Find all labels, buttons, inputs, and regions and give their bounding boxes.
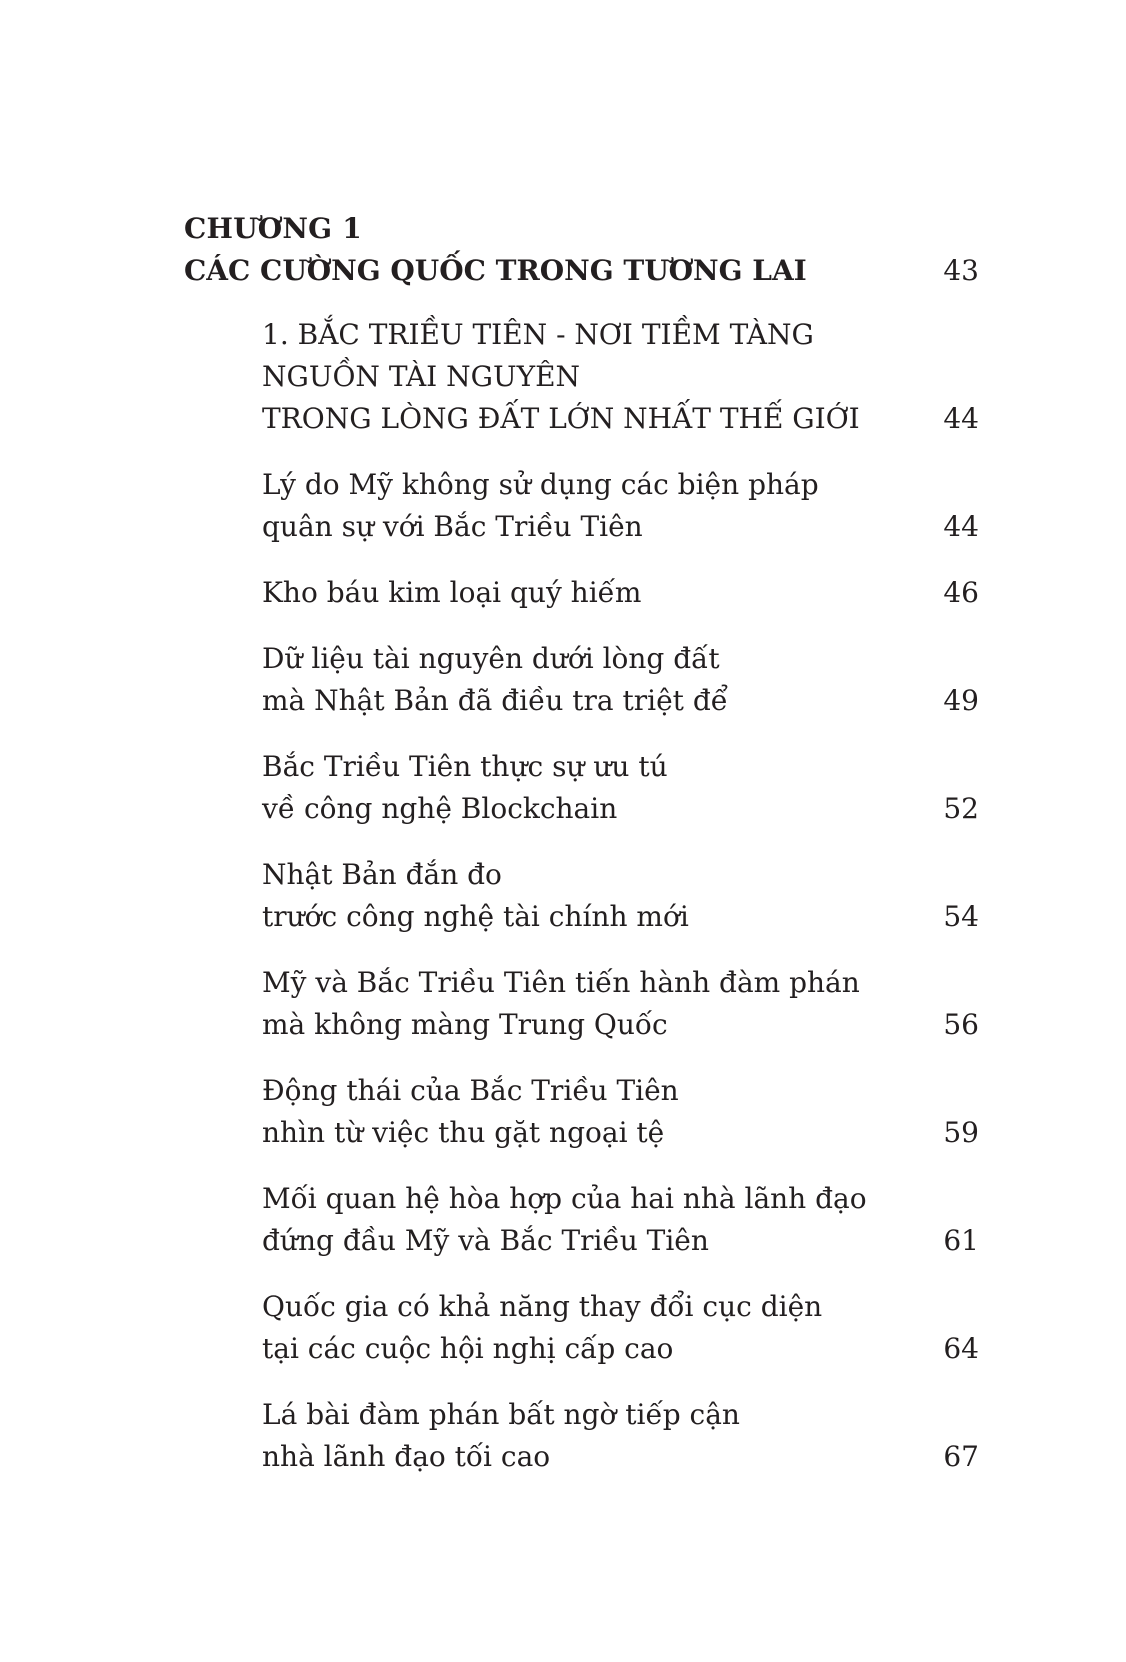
toc-entry-title: Bắc Triều Tiên thực sự ưu tú về công nghệ Blockchain (262, 750, 668, 825)
toc-entry-page: 56 (943, 1008, 979, 1041)
toc-entry-page: 52 (943, 792, 979, 825)
toc-entry (262, 1394, 979, 1478)
toc-entry (262, 572, 979, 614)
toc-entry (262, 1178, 979, 1262)
chapter-page-number: 43 (943, 254, 979, 287)
toc-entry-title: 1. BẮC TRIỀU TIÊN - NƠI TIỀM TÀNG NGUỒN TÀI NGUYÊN TRONG LÒNG ĐẤT LỚN NHẤT THẾ GIỚI (262, 318, 860, 435)
toc-entry-page: 49 (943, 684, 979, 717)
toc-entry-page: 67 (943, 1440, 979, 1473)
toc-entry-title: Mỹ và Bắc Triều Tiên tiến hành đàm phán mà không màng Trung Quốc (262, 966, 860, 1041)
toc-entry (262, 314, 979, 440)
toc-entry-page: 59 (943, 1116, 979, 1149)
chapter-title: CÁC CƯỜNG QUỐC TRONG TƯƠNG LAI (184, 254, 807, 287)
toc-entry-title: Động thái của Bắc Triều Tiên nhìn từ việc thu gặt ngoại tệ (262, 1074, 679, 1149)
toc-entry (262, 746, 979, 830)
toc-entry-page: 61 (943, 1224, 979, 1257)
toc-entry-title: Mối quan hệ hòa hợp của hai nhà lãnh đạo đứng đầu Mỹ và Bắc Triều Tiên (262, 1182, 867, 1257)
table-of-contents (184, 208, 979, 1502)
toc-entry-title: Lý do Mỹ không sử dụng các biện pháp quân sự với Bắc Triều Tiên (262, 468, 819, 543)
toc-entry-title: Kho báu kim loại quý hiếm (262, 576, 642, 609)
toc-entry (262, 962, 979, 1046)
toc-entries (184, 314, 979, 1478)
toc-entry-title: Dữ liệu tài nguyên dưới lòng đất mà Nhật Bản đã điều tra triệt để (262, 642, 728, 717)
toc-entry (262, 1286, 979, 1370)
toc-entry-page: 54 (943, 900, 979, 933)
toc-entry-page: 46 (943, 576, 979, 609)
toc-entry-page: 44 (943, 402, 979, 435)
chapter-heading (184, 250, 979, 292)
toc-entry-page: 44 (943, 510, 979, 543)
toc-entry-title: Quốc gia có khả năng thay đổi cục diện tại các cuộc hội nghị cấp cao (262, 1290, 823, 1365)
toc-entry (262, 638, 979, 722)
toc-entry-page: 64 (943, 1332, 979, 1365)
toc-entry-title: Lá bài đàm phán bất ngờ tiếp cận nhà lãnh đạo tối cao (262, 1398, 740, 1473)
toc-entry (262, 464, 979, 548)
chapter-label: CHƯƠNG 1 (184, 212, 362, 245)
toc-entry-title: Nhật Bản đắn đo trước công nghệ tài chính mới (262, 858, 689, 933)
toc-entry (262, 1070, 979, 1154)
toc-entry (262, 854, 979, 938)
